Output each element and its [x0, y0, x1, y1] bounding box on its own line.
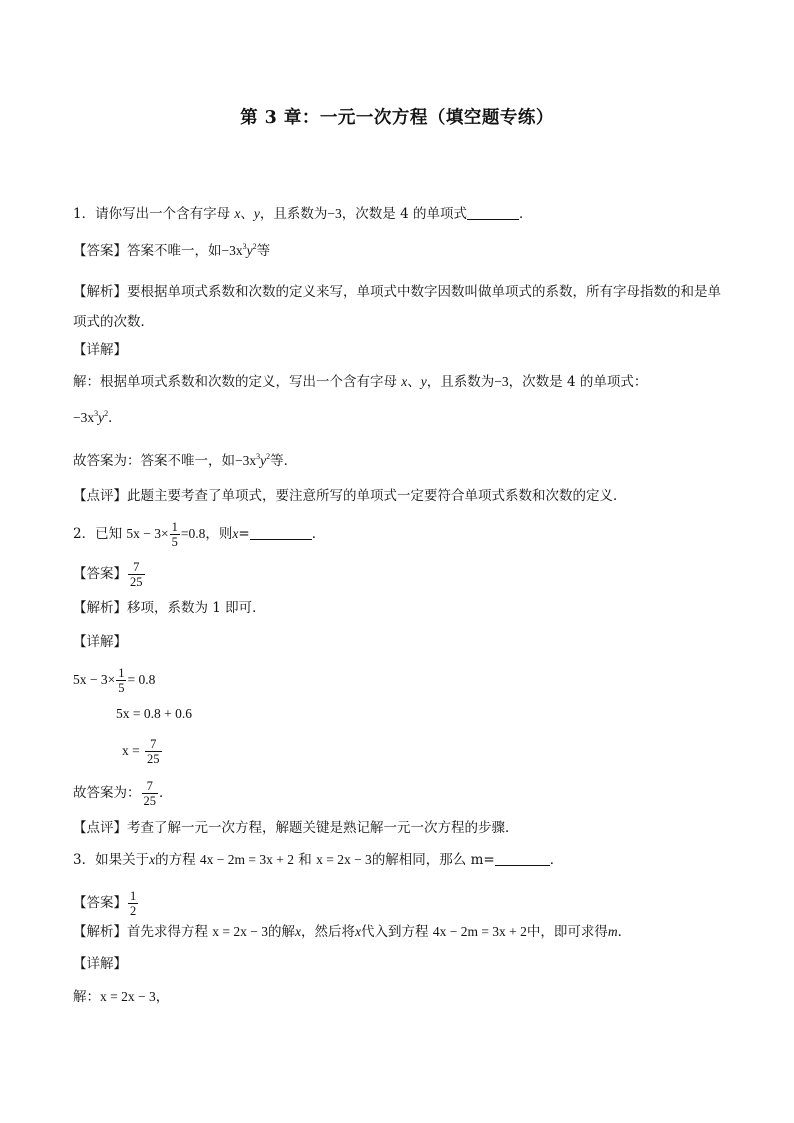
analysis-line — [73, 922, 631, 942]
question-2 — [73, 520, 325, 549]
solution-step-2: 5x = 0.8 + 0.6 — [116, 706, 192, 721]
fraction: $\frac{1}{5}$ — [171, 520, 178, 549]
question-text: 请你写出一个含有字母 — [95, 206, 231, 222]
punctuation: ． — [617, 924, 632, 940]
final-answer-line: 故答案为： $\frac{7}{25}$ ． — [73, 779, 173, 808]
coefficient-value: −3 — [494, 374, 509, 389]
answer-label: 【答案】 — [73, 566, 127, 582]
equation-1: 4x − 2m = 3x + 2 — [199, 852, 294, 867]
answer-expression: $-3x^3y^2$ — [235, 452, 271, 468]
question-text: ，次数是 — [341, 206, 396, 222]
analysis-text: 的解 — [268, 924, 296, 940]
question-text: 和 — [298, 852, 312, 868]
answer-line — [73, 889, 139, 918]
question-3 — [73, 850, 563, 870]
question-text: 的方程 — [155, 852, 196, 868]
analysis-text: 移项，系数为 1 即可． — [127, 600, 266, 616]
solution-text: 的单项式： — [579, 374, 648, 390]
analysis-text: 要根据单项式系数和次数的定义来写，单项式中数字因数叫做单项式的系数，所有字母指数的和是单项式的次数． — [73, 284, 721, 330]
solution-text: ，且系数为 — [426, 374, 495, 390]
comment-label: 【点评】 — [73, 488, 127, 504]
separator: 、 — [407, 374, 421, 390]
question-text: ，则 — [205, 526, 233, 542]
analysis-line — [73, 277, 723, 337]
comment-label: 【点评】 — [73, 820, 127, 836]
punctuation: ． — [311, 526, 326, 542]
solution-line — [73, 372, 647, 392]
answer-fraction: $\frac{7}{25}$ — [130, 560, 143, 589]
question-text: ，且系数为 — [259, 206, 328, 222]
answer-label: 【答案】 — [73, 895, 127, 911]
comment-text: 考查了解一元一次方程，解题关键是熟记解一元一次方程的步骤． — [127, 820, 519, 836]
equation-2: x = 2x − 3 — [316, 852, 372, 867]
solution-text: ，次数是 — [508, 374, 563, 390]
solution-equation: x = 2x − 3 — [100, 989, 156, 1004]
answer-fraction: $\frac{1}{2}$ — [130, 889, 137, 918]
answer-expression: $-3x^3y^2$ — [221, 242, 257, 258]
degree-value: 4 — [400, 206, 409, 222]
final-answer-line — [73, 451, 297, 471]
solution-step-1: 5x − 3× $\frac{1}{5}$ = 0.8 — [73, 666, 156, 695]
answer-fraction: $\frac{7}{25}$ — [143, 779, 156, 808]
analysis-line — [73, 598, 266, 618]
comment-text: 此题主要考查了单项式，要注意所写的单项式一定要符合单项式系数和次数的定义． — [127, 488, 627, 504]
answer-blank[interactable] — [250, 525, 312, 540]
math-var-x: x — [295, 924, 302, 939]
question-number: 1． — [73, 206, 96, 222]
separator: 、 — [240, 206, 254, 222]
equals-sign: = — [238, 526, 250, 542]
final-answer-tail: 等． — [270, 453, 298, 469]
math-var-y: y — [420, 374, 427, 389]
question-text: 的解相同，那么 m= — [371, 852, 495, 868]
punctuation: ， — [155, 989, 170, 1005]
page-title: 第 3 章：一元一次方程（填空题专练） — [240, 108, 554, 128]
analysis-label: 【解析】 — [73, 924, 127, 940]
analysis-text: 代入到方程 — [361, 924, 429, 940]
answer-blank[interactable] — [495, 851, 550, 866]
math-var-x: x — [234, 206, 241, 221]
analysis-equation: x = 2x − 3 — [212, 924, 269, 939]
comment-line — [73, 818, 519, 838]
answer-line — [73, 241, 270, 261]
math-var-y: y — [253, 206, 260, 221]
question-text: 的单项式 — [412, 206, 467, 222]
analysis-text: ，然后将 — [301, 924, 356, 940]
answer-label: 【答案】 — [73, 243, 127, 259]
punctuation: ． — [518, 206, 533, 222]
math-var-x: x — [355, 924, 362, 939]
question-text: 已知 — [95, 526, 123, 542]
comment-line — [73, 486, 627, 506]
question-number: 3． — [73, 852, 96, 868]
math-var-x: x — [401, 374, 408, 389]
final-answer-text: 故答案为： — [73, 785, 141, 801]
analysis-text: 首先求得方程 — [127, 924, 208, 940]
solution-text: 解：根据单项式系数和次数的定义，写出一个含有字母 — [73, 374, 397, 390]
equation-left: 5x − 3× — [126, 526, 169, 541]
math-var-x: x — [232, 526, 239, 541]
coefficient-value: −3 — [327, 206, 342, 221]
question-text: 如果关于 — [95, 852, 150, 868]
answer-blank[interactable] — [467, 205, 519, 220]
solution-expression: $-3x^3y^2$． — [73, 409, 122, 426]
question-1 — [73, 204, 532, 224]
answer-text: 答案不唯一，如 — [127, 243, 222, 259]
answer-line — [73, 560, 146, 589]
equation-right: =0.8 — [180, 526, 206, 541]
analysis-text: 中，即可求得 — [526, 924, 608, 940]
math-var-x: x — [149, 852, 156, 867]
punctuation: ． — [549, 852, 564, 868]
analysis-equation: 4x − 2m = 3x + 2 — [432, 924, 527, 939]
degree-value: 4 — [566, 374, 576, 390]
detail-label: 【详解】 — [73, 956, 127, 972]
question-number: 2． — [73, 526, 96, 542]
solution-step-3: x = $\frac{7}{25}$ — [122, 737, 160, 766]
math-var-m: m — [607, 924, 618, 939]
solution-text: 解： — [73, 989, 100, 1005]
answer-tail: 等 — [256, 243, 271, 259]
solution-line — [73, 987, 169, 1007]
analysis-label: 【解析】 — [73, 284, 127, 300]
final-answer-text: 故答案为：答案不唯一，如 — [73, 453, 235, 469]
analysis-label: 【解析】 — [73, 600, 127, 616]
detail-label: 【详解】 — [73, 634, 127, 650]
detail-label: 【详解】 — [73, 342, 127, 358]
